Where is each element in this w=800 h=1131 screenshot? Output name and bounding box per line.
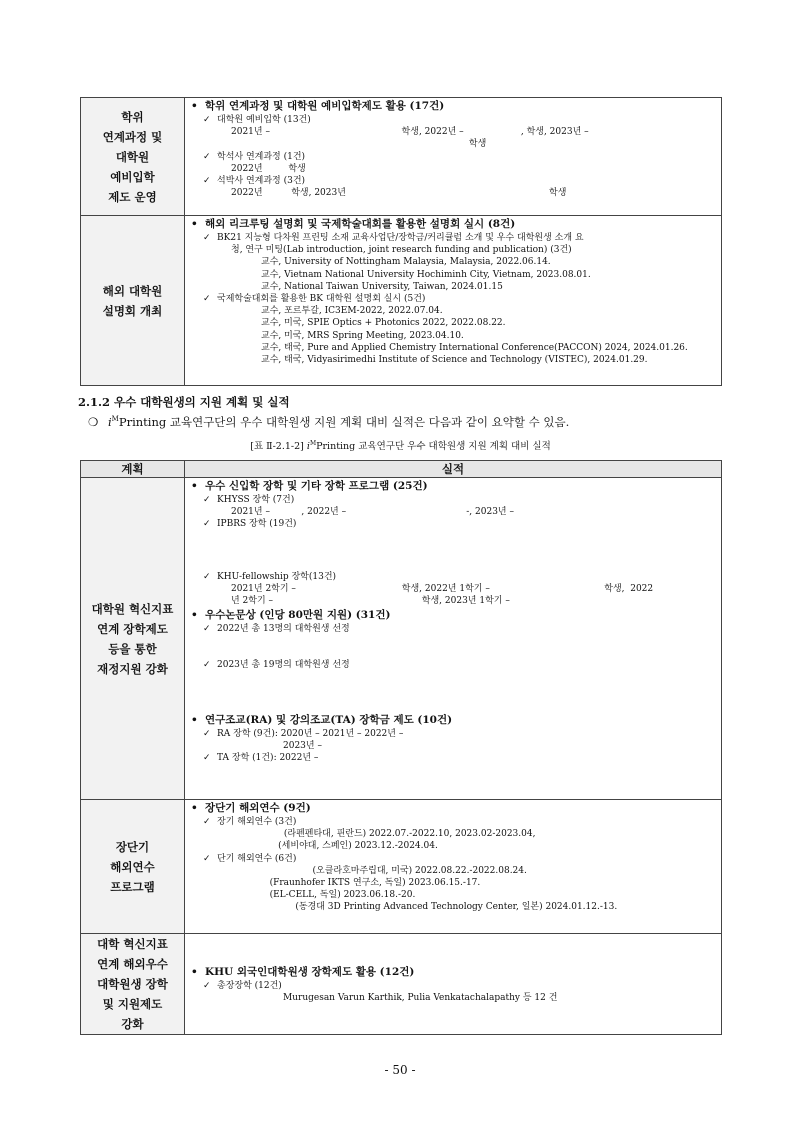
category-label: 설명회 개최: [102, 303, 163, 318]
header-result: 실적: [185, 461, 722, 478]
detail-line: 2022년 학생: [231, 163, 306, 174]
check-icon: ✓: [203, 294, 211, 305]
check-item: ✓ IPBRS 장학 (19건): [203, 519, 297, 530]
caption-sup: M: [309, 439, 317, 447]
category-label: 프로그램: [110, 879, 155, 894]
check-icon: ✓: [203, 728, 211, 739]
check-item: ✓ KHU-fellowship 장학(13건): [203, 571, 337, 582]
check-item: ✓ 2022년 총 13명의 대학원생 선정: [203, 624, 350, 635]
spacer: [191, 635, 721, 659]
detail-line: 교수, 태국, Pure and Applied Chemistry International Conference(PACCON) 2024, 2024.01.26.: [261, 342, 688, 353]
category-label: 대학원: [115, 149, 150, 164]
category-label: 등을 통한: [108, 641, 157, 656]
detail-line: (오클라호마주립대, 미국) 2022.08.22.-2022.08.24.: [261, 865, 527, 876]
category-label: 및 지원제도: [102, 997, 163, 1011]
check-icon: ✓: [203, 233, 211, 243]
check-item: ✓ 총장장학 (12건): [203, 980, 282, 991]
check-item: ✓ TA 장학 (1건): 2022년 –: [203, 753, 319, 764]
category-label: 재정지원 강화: [97, 661, 168, 676]
bullet-icon: •: [191, 965, 198, 978]
category-label: 강화: [121, 1017, 144, 1031]
bullet-item: • 장단기 해외연수 (9건): [191, 802, 311, 814]
check-icon: ✓: [203, 624, 211, 635]
check-item: ✓ 대학원 예비입학 (13건): [203, 115, 311, 125]
check-icon: ✓: [203, 817, 211, 827]
bullet-icon: •: [191, 609, 198, 622]
check-icon: ✓: [203, 115, 211, 125]
detail-line: 2021년 – , 2022년 – -, 2023년 –: [231, 507, 514, 518]
bullet-item: • 우수논문상 (인당 80만원 지원) (31건): [191, 609, 391, 622]
check-item: ✓ BK21 지능형 다차원 프린팅 소재 교육사업단/장학금/커리큘럼 소개 및 우수 대학원생 소개 요: [203, 233, 584, 243]
table-row: [81, 934, 722, 1035]
bullet-icon: •: [191, 100, 198, 112]
detail-line: 교수, 미국, SPIE Optics + Photonics 2022, 2022.08.22.: [261, 318, 506, 329]
category-label: 해외연수: [110, 859, 155, 874]
category-label: 대학 혁신지표: [97, 937, 168, 951]
detail-line: Murugesan Varun Karthik, Pulia Venkatachalapathy 등 12 건: [283, 993, 558, 1003]
detail-line: 교수, 미국, MRS Spring Meeting, 2023.04.10.: [261, 330, 464, 341]
summary-rest: Printing 교육연구단의 우수 대학원생 지원 계획 대비 실적은 다음과 같이 요약할 수 있음.: [118, 415, 570, 429]
detail-line: (라펜펜타대, 핀란드) 2022.07.-2022.10, 2023.02-2023.04,: [261, 829, 536, 840]
check-item: ✓ 2023년 총 19명의 대학원생 선정: [203, 660, 350, 671]
check-icon: ✓: [203, 495, 211, 505]
header-plan: 계획: [81, 461, 185, 478]
detail-line: 2023년 –: [283, 740, 322, 751]
detail-line: (EL-CELL, 독일) 2023.06.18.-20.: [261, 890, 416, 901]
check-item: ✓ 장기 해외연수 (3건): [203, 817, 297, 827]
detail-line: 교수, National Taiwan University, Taiwan, 2024.01.15: [261, 281, 503, 292]
table-header-row: [81, 461, 722, 478]
detail-line: 교수, 포르투갈, IC3EM-2022, 2022.07.04.: [261, 306, 443, 317]
summary-text: [88, 414, 569, 430]
detail-line: 년 2학기 – 학생, 2023년 1학기 –: [231, 596, 510, 607]
detail-line: (Fraunhofer IKTS 연구소, 독일) 2023.06.15.-17.: [261, 878, 481, 889]
check-item: ✓ 학석사 연계과정 (1건): [203, 151, 306, 162]
category-cell: [81, 478, 185, 800]
detail-line: 2022년 학생, 2023년 학생: [231, 188, 567, 199]
category-cell: [81, 800, 185, 934]
check-icon: ✓: [203, 853, 211, 864]
category-label: 대학원생 장학: [97, 977, 168, 991]
category-label: 연계 해외우수: [97, 957, 168, 971]
summary-italic-i: i: [107, 415, 112, 429]
category-label: 학위: [121, 109, 144, 124]
category-cell: [81, 98, 185, 216]
table-row: [81, 98, 722, 216]
detail-line: 교수, University of Nottingham Malaysia, Malaysia, 2022.06.14.: [261, 257, 551, 268]
check-item: ✓ RA 장학 (9건): 2020년 – 2021년 – 2022년 –: [203, 728, 404, 739]
category-label: 장단기: [115, 839, 150, 854]
bullet-item: • 학위 연계과정 및 대학원 예비입학제도 활용 (17건): [191, 100, 445, 112]
table-caption: [80, 438, 721, 452]
caption-italic-i: i: [306, 441, 310, 452]
bullet-item: • 연구조교(RA) 및 강의조교(TA) 장학금 제도 (10건): [191, 713, 453, 726]
summary-sup: M: [111, 415, 119, 424]
caption-pre: [표 Ⅱ-2.1-2]: [250, 441, 307, 452]
bullet-icon: •: [191, 218, 198, 230]
table-row: [81, 478, 722, 800]
detail-line: 학생: [303, 139, 487, 150]
check-icon: ✓: [203, 519, 211, 530]
bullet-icon: •: [191, 802, 198, 814]
bullet-item: • 해외 리크루팅 설명회 및 국제학술대회를 활용한 설명회 실시 (8건): [191, 218, 516, 230]
bullet-item: • 우수 신입학 장학 및 기타 장학 프로그램 (25건): [191, 480, 428, 492]
table-row: [81, 800, 722, 934]
check-icon: ✓: [203, 151, 211, 162]
table-row: [81, 216, 722, 386]
check-icon: ✓: [203, 660, 211, 671]
check-item: ✓ 단기 해외연수 (6건): [203, 853, 297, 864]
check-icon: ✓: [203, 753, 211, 764]
detail-line: 2021년 2학기 – 학생, 2022년 1학기 – 학생, 2022: [231, 583, 654, 594]
circle-bullet: ❍: [88, 415, 99, 429]
content-cell: [185, 934, 722, 1035]
content-cell: [185, 98, 722, 216]
check-item: ✓ 석박사 연계과정 (3건): [203, 176, 306, 187]
detail-line: 청, 연구 미팅(Lab introduction, joint research funding and publication) (3건): [231, 245, 572, 256]
category-cell: [81, 934, 185, 1035]
spacer: [191, 531, 721, 571]
detail-line: (세비야대, 스페인) 2023.12.-2024.04.: [261, 841, 438, 852]
category-label: 연계 장학제도: [97, 621, 168, 636]
category-label: 해외 대학원: [102, 283, 163, 298]
bullet-icon: •: [191, 480, 198, 492]
table-degree-linkage: [80, 97, 722, 386]
category-label: 예비입학: [110, 169, 155, 184]
check-item: ✓ 국제학술대회를 활용한 BK 대학원 설명회 실시 (5건): [203, 294, 426, 305]
detail-line: 교수, 태국, Vidyasirimedhi Institute of Science and Technology (VISTEC), 2024.01.29.: [261, 355, 648, 366]
bullet-item: • KHU 외국인대학원생 장학제도 활용 (12건): [191, 965, 415, 978]
content-cell: [185, 800, 722, 934]
table-grad-support: [80, 460, 722, 1035]
page-number: - 50 -: [384, 1063, 416, 1077]
bullet-icon: •: [191, 713, 198, 726]
category-cell: [81, 216, 185, 386]
detail-line: 교수, Vietnam National University Hochiminh City, Vietnam, 2023.08.01.: [261, 269, 591, 280]
detail-line: 2021년 – 학생, 2022년 – , 학생, 2023년 –: [231, 127, 589, 138]
check-icon: ✓: [203, 571, 211, 582]
content-cell: [185, 216, 722, 386]
content-cell: [185, 478, 722, 800]
category-label: 연계과정 및: [102, 129, 163, 144]
check-icon: ✓: [203, 980, 211, 991]
check-icon: ✓: [203, 176, 211, 187]
check-item: ✓ KHYSS 장학 (7건): [203, 495, 295, 505]
category-label: 제도 운영: [108, 189, 157, 204]
spacer: [191, 672, 721, 712]
section-heading: 2.1.2 우수 대학원생의 지원 계획 및 실적: [78, 395, 290, 409]
category-label: 대학원 혁신지표: [91, 601, 174, 616]
detail-line: (동경대 3D Printing Advanced Technology Center, 일본) 2024.01.12.-13.: [261, 902, 618, 913]
caption-rest: Printing 교육연구단 우수 대학원생 지원 계획 대비 실적: [316, 441, 551, 452]
